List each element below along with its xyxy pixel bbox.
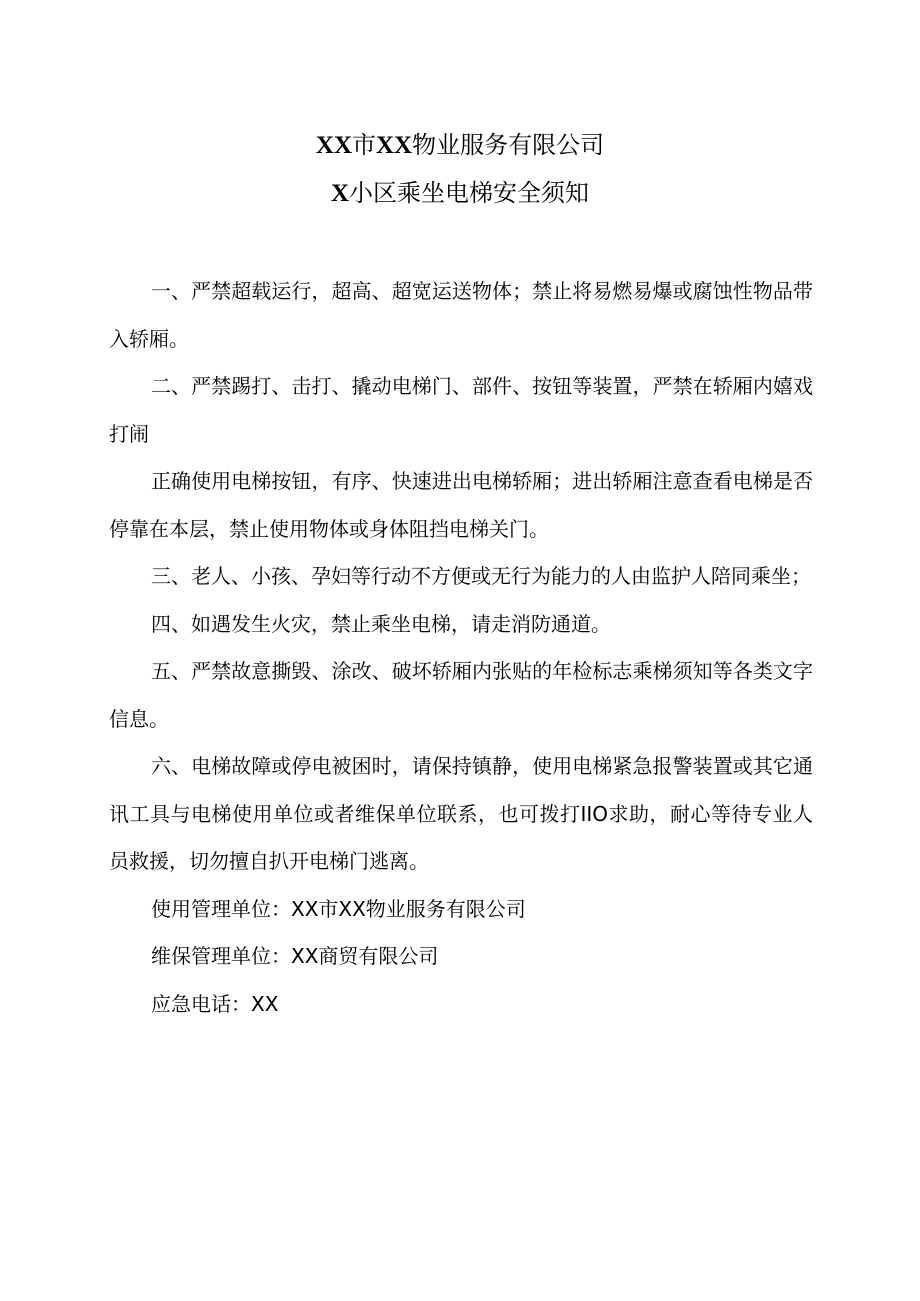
notice-title-placeholder: X xyxy=(330,180,350,207)
rule-paragraph-5: 四、如遇发生火灾，禁止乘坐电梯，请走消防通道。 xyxy=(151,611,611,636)
rule-paragraph-3: 正确使用电梯按钮，有序、快速进出电梯轿厢；进出轿厢注意查看电梯是否停靠在本层，禁止使用物体或身体阻挡电梯关门。 xyxy=(109,469,813,541)
rule-paragraph-1: 一、严禁超载运行，超高、超宽运送物体；禁止将易燃易爆或腐蚀性物品带入轿厢。 xyxy=(109,279,813,351)
title-city-placeholder: XX xyxy=(315,132,352,159)
rule-paragraph-4: 三、老人、小孩、孕妇等行动不方便或无行为能力的人由监护人陪同乘坐； xyxy=(151,564,811,588)
rule-paragraph-6: 五、严禁故意撕毁、涂改、破坏轿厢内张贴的年检标志乘梯须知等各类文字信息。 xyxy=(109,659,813,731)
management-unit: 使用管理单位：XX市XX物业服务有限公司 xyxy=(151,896,526,921)
notice-body xyxy=(109,268,813,1028)
title-city-suffix: 市 xyxy=(352,131,376,159)
notice-title xyxy=(0,178,920,209)
company-title xyxy=(0,130,920,161)
emergency-phone: 应急电话：XX xyxy=(151,991,279,1016)
notice-title-text: 小区乘坐电梯安全须知 xyxy=(349,179,590,207)
title-company-suffix: 物业服务有限公司 xyxy=(412,131,605,159)
rule-paragraph-2: 二、严禁踢打、击打、撬动电梯门、部件、按钮等装置，严禁在轿厢内嬉戏打闹 xyxy=(109,374,813,446)
title-company-placeholder: XX xyxy=(376,132,413,159)
maintenance-unit: 维保管理单位：XX商贸有限公司 xyxy=(151,944,439,968)
rule-paragraph-7: 六、电梯故障或停电被困时，请保持镇静，使用电梯紧急报警装置或其它通讯工具与电梯使用单位或者维保单位联系，也可拨打IIO求助，耐心等待专业人员救援，切勿擅自扒开电梯门逃离。 xyxy=(109,754,813,873)
